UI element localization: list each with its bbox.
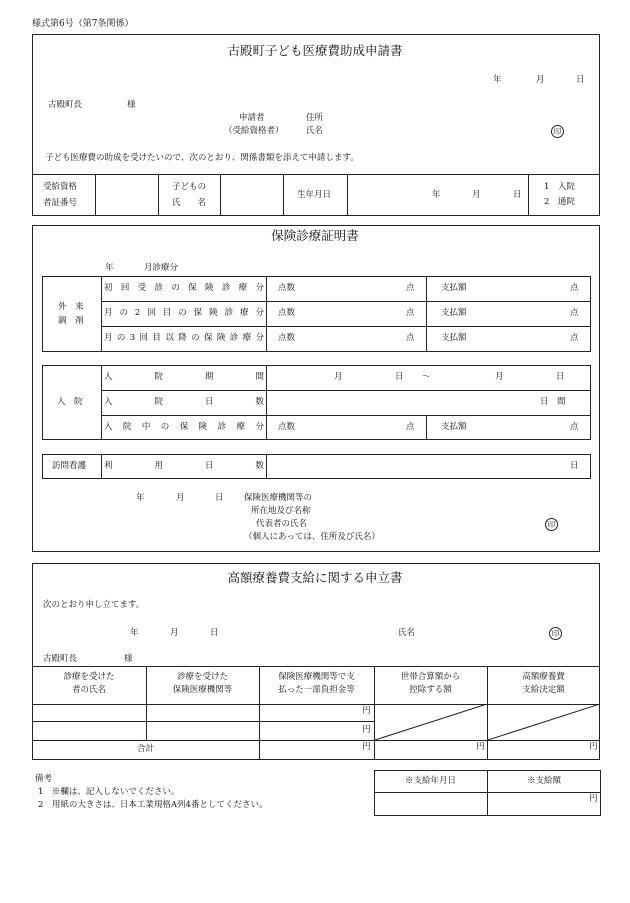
pay-unit: 点 [570,422,579,432]
seal-mark: 印 [549,627,562,640]
points-unit: 点 [406,308,415,318]
period-tilde: 〜 [422,372,431,382]
seal-mark: 印 [545,518,558,531]
period-day-from: 日 [395,372,404,382]
divider [101,326,591,327]
inpatient-fee-label: 入院中の保険診療分 [104,422,264,432]
app-date-month: 月 [536,75,545,85]
app-date-year: 年 [493,75,502,85]
divider [283,174,284,216]
strike-line [488,704,600,740]
applicant-label: 申請者 [239,113,265,123]
hc-header-deduct-1: 世帯合算額から [400,672,461,682]
points-label: 点数 [278,308,296,318]
inpatient-period-label: 入院期間 [104,372,264,382]
points-unit: 点 [406,422,415,432]
birth-date-label: 生年月日 [297,190,332,200]
cert-number-label-2: 者証番号 [43,198,78,208]
row-label-second-visit: 月の2回目の保険診療分 [104,308,264,318]
divider [101,390,591,391]
form-number-label: 様式第6号（第7条関係） [32,19,134,29]
points-unit: 点 [406,283,415,293]
hc-year: 年 [130,628,139,638]
applicant-sub-label: （受給資格者） [224,126,284,136]
cert-month: 月 [176,493,185,503]
yen-unit: 円 [362,742,371,752]
pay-unit: 点 [570,283,579,293]
divider [266,276,267,352]
inpatient-days-label: 入院日数 [104,397,264,407]
pay-label: 支払額 [441,283,467,293]
points-label: 点数 [278,333,296,343]
hc-total-label: 合計 [137,744,155,754]
hc-header-paid-2: 払った一部負担金等 [278,685,355,695]
institution-line-3: 代表者の氏名 [256,519,308,529]
hc-addressee: 古殿町長 [43,654,78,664]
seal-mark: 印 [551,125,564,138]
yen-unit: 円 [362,706,371,716]
yen-unit: 円 [362,725,371,735]
hc-name-label: 氏名 [398,628,416,638]
hc-header-patient-2: 者の氏名 [71,685,106,695]
name-label: 氏名 [306,126,324,136]
hc-header-amount-1: 高額療養費 [522,672,565,682]
divider [158,174,159,216]
divider [220,174,221,216]
period-month: 月診療分 [144,263,179,273]
divider [101,365,102,440]
home-visit-label: 訪問看護 [52,461,87,471]
divider [101,454,102,479]
office-date-label: ※支給年月日 [404,776,456,786]
notes-title: 備考 [35,774,53,784]
institution-line-4: （個人にあっては、住所及び氏名） [244,532,380,542]
birth-year: 年 [432,190,441,200]
pay-unit: 点 [570,308,579,318]
high-cost-statement: 次のとおり申し立てます。 [43,600,145,610]
application-statement: 子ども医療費の助成を受けたいので、次のとおり、関係書類を添えて申請します。 [45,153,359,163]
address-label: 住所 [306,113,324,123]
points-unit: 点 [406,333,415,343]
divider [101,276,102,352]
pay-label: 支払額 [441,308,467,318]
divider [95,174,96,216]
divider [101,415,591,416]
hc-header-deduct-2: 控除する額 [409,685,452,695]
hc-month: 月 [170,628,179,638]
divider [266,454,267,479]
yen-unit: 円 [589,742,598,752]
institution-line-1: 保険医療機関等の [244,493,313,503]
application-section [32,34,600,216]
hc-header-paid-1: 保険医療機関等で支 [278,672,355,682]
child-name-label-2: 氏 名 [172,198,207,208]
institution-line-2: 所在地及び名称 [251,506,311,516]
divider [32,740,600,741]
hc-header-amount-2: 支給決定額 [522,685,565,695]
row-label-third-visit: 月の3回目以降の保険診療分 [104,333,264,343]
points-label: 点数 [278,283,296,293]
cert-number-label-1: 受給資格 [43,182,78,192]
birth-day: 日 [513,190,522,200]
child-name-label-1: 子どもの [172,182,207,192]
insurance-title: 保険診療証明書 [271,228,359,243]
pay-label: 支払額 [441,422,467,432]
hc-day: 日 [210,628,219,638]
hc-header-patient-1: 診療を受けた [63,672,115,682]
hc-header-institution-2: 保険医療機関等 [172,685,233,695]
strike-line [375,704,487,740]
institution-seal [545,518,558,531]
outpatient-label-2: 調 剤 [58,316,84,326]
app-table-top-line [32,174,600,175]
divider [426,415,427,440]
outpatient-label-1: 外 来 [58,302,84,312]
note-item: 2 用紙の大きさは、日本工業規格A列4番としてください。 [38,800,268,810]
yen-unit: 円 [589,794,598,804]
period-month-to: 月 [495,372,504,382]
yen-unit: 円 [476,742,485,752]
diagonal-strikes [374,704,600,740]
addressee-sama: 様 [127,100,136,110]
row-label-first-visit: 初回受診の保険診療分 [104,283,264,293]
cert-year: 年 [136,493,145,503]
visit-days-label: 利用日数 [104,461,264,471]
office-amount-label: ※支給額 [526,776,561,786]
divider [347,174,348,216]
period-month-from: 月 [334,372,343,382]
inpatient-label: 入 院 [57,397,83,407]
divider [101,301,591,302]
inpatient-days-unit: 日 間 [540,397,566,407]
period-year: 年 [105,263,114,273]
option-inpatient: 1 入院 [544,182,575,192]
divider [266,365,267,440]
points-label: 点数 [278,422,296,432]
divider [426,276,427,352]
note-item: 1 ※欄は、記入しないでください。 [38,787,180,797]
divider [528,174,529,216]
pay-label: 支払額 [441,333,467,343]
divider [32,666,600,667]
hc-seal [549,627,562,640]
high-cost-title: 高額療養費支給に関する申立書 [227,570,403,585]
option-outpatient: 2 通院 [544,197,575,207]
app-date-day: 日 [576,75,585,85]
divider [32,721,375,722]
applicant-seal [551,125,564,138]
hc-addressee-sama: 様 [124,654,133,664]
period-day-to: 日 [556,372,565,382]
birth-month: 月 [472,190,481,200]
cert-day: 日 [215,493,224,503]
pay-unit: 点 [570,333,579,343]
addressee: 古殿町長 [48,100,83,110]
visit-days-unit: 日 [570,461,579,471]
hc-header-institution-1: 診療を受けた [176,672,228,682]
application-title: 古殿町子ども医療費助成申請書 [227,43,403,58]
